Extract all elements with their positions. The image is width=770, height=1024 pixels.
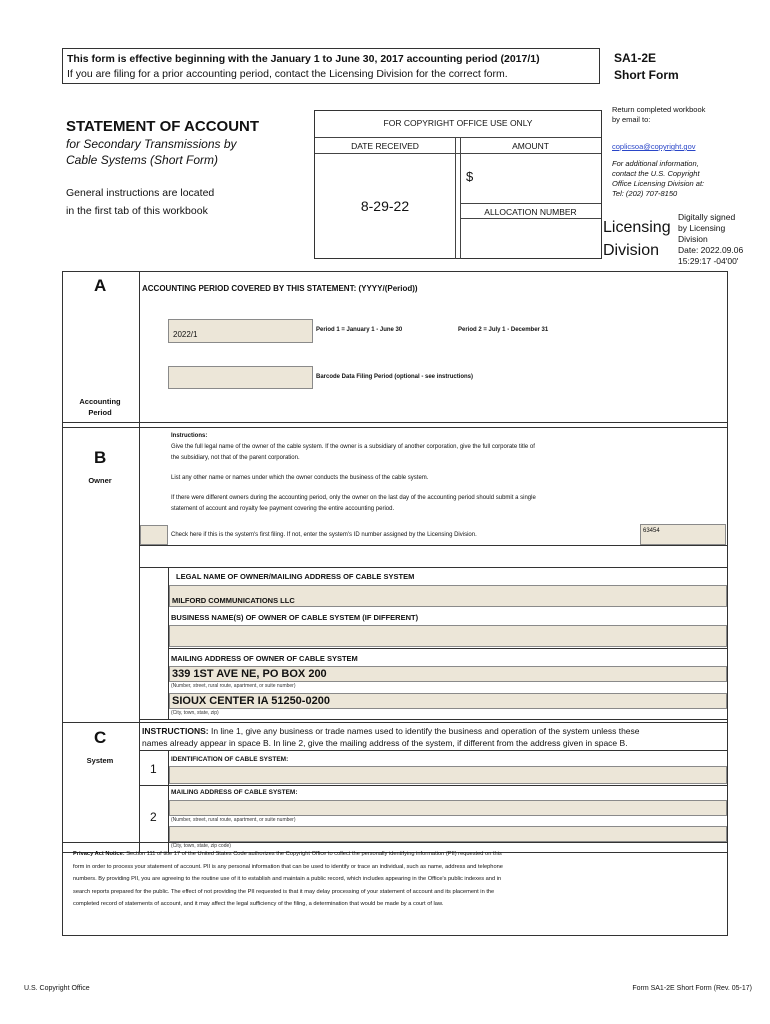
barcode-period-label: Barcode Data Filing Period (optional - see instructions) [316,374,474,380]
legal-name-heading: LEGAL NAME OF OWNER/MAILING ADDRESS OF CABLE SYSTEM [176,572,415,581]
section-c-label: System [86,756,114,765]
office-use-box [314,110,602,259]
business-name-field[interactable] [169,625,727,647]
accounting-period-heading: ACCOUNTING PERIOD COVERED BY THIS STATEMENT: (YYYY/(Period)) [142,284,418,293]
street-hint: (Number, street, rural route, apartment, or suite number) [171,683,296,689]
info-line3: Office Licensing Division at: [612,179,705,188]
line-1-number: 1 [150,762,157,776]
footer-right: Form SA1-2E Short Form (Rev. 05-17) [632,985,752,992]
return-info [612,105,762,199]
general-instructions-2: in the first tab of this workbook [66,205,208,217]
section-b-letter: B [94,448,107,467]
owner-city-value: SIOUX CENTER IA 51250-0200 [172,695,330,707]
date-received-value: 8-29-22 [360,198,410,214]
section-a-letter: A [94,276,107,295]
system-street-hint: (Number, street, rural route, apartment, or suite number) [171,817,296,823]
section-a-label-1: Accounting [79,397,121,406]
signature-name-2: Division [603,242,660,259]
first-filing-checkbox[interactable] [140,525,168,545]
period-1-note: Period 1 = January 1 - June 30 [316,327,403,333]
notice-line2: If you are filing for a prior accounting period, contact the Licensing Division for the correct form. [67,68,508,80]
business-name-heading: BUSINESS NAME(S) OF OWNER OF CABLE SYSTEM (IF DIFFERENT) [171,613,419,622]
signature-name-1: Licensing [603,219,671,236]
period-2-note: Period 2 = July 1 - December 31 [458,327,549,333]
title-sub2: Cable Systems (Short Form) [66,153,219,167]
barcode-period-input[interactable] [168,366,313,389]
system-city-hint: (City, town, state, zip code) [171,843,231,849]
system-mailing-heading: MAILING ADDRESS OF CABLE SYSTEM: [171,789,298,796]
info-line2: contact the U.S. Copyright [612,169,700,178]
owner-city-field[interactable] [169,693,727,709]
page-title: STATEMENT OF ACCOUNT [66,118,260,135]
system-instructions: INSTRUCTIONS: In line 1, give any business or trade names used to identify the business and operation of the system unless these names already appear in space B. In line 2, give the mailing address of the system, if different from the address given in space B. [142,726,640,748]
footer-left: U.S. Copyright Office [24,985,90,992]
section-c-letter: C [94,728,107,747]
identification-heading: IDENTIFICATION OF CABLE SYSTEM: [171,756,289,763]
form-name: Short Form [614,68,679,82]
return-line2: by email to: [612,115,651,124]
accounting-period-value: 2022/1 [173,330,198,339]
system-id-value: 63454 [643,528,660,534]
privacy-lead: Privacy Act Notice: [73,851,125,857]
digital-signature [603,212,763,274]
privacy-notice: Privacy Act Notice: Section 111 of title 17 of the United States Code authorizes the Copyright Office to collect the personally identifying information (PII) requested on this form in order to process your statement of account. PII is any personal information that can be used to identify or trace an individual, such as name, address and telephone numbers. By providing PII, you are agreeing to the routine use of it to establish and maintain a public record, which includes appearing in the Office's public indexes and in search reports prepared for the public. The effect of not providing the PII requested is that it may delay processing of your statement of account and its placement in the completed record of statements of account, and it may affect the legal sufficiency of the filing, a determination that would be made by a court of law. [62,842,728,936]
system-street-field[interactable] [169,800,727,816]
mailing-address-heading: MAILING ADDRESS OF OWNER OF CABLE SYSTEM [171,654,358,663]
first-filing-label: Check here if this is the system's first filing. If not, enter the system's ID number assigned by the Licensing Division. [171,532,477,538]
system-city-field[interactable] [169,826,727,842]
notice-line1: This form is effective beginning with the January 1 to June 30, 2017 accounting period (2017/1) [67,53,540,65]
system-identification-field[interactable] [169,766,727,784]
accounting-period-input[interactable] [168,319,313,343]
owner-street-value: 339 1ST AVE NE, PO BOX 200 [172,668,327,680]
amount-label: AMOUNT [512,141,549,151]
title-sub1: for Secondary Transmissions by [66,137,237,151]
date-received-label: DATE RECEIVED [351,141,419,151]
owner-name-value: MILFORD COMMUNICATIONS LLC [172,596,295,605]
return-email-link[interactable]: coplicsoa@copyright.gov [612,142,696,151]
owner-name-field[interactable] [169,585,727,607]
info-line1: For additional information, [612,159,699,168]
owner-street-field[interactable] [169,666,727,682]
owner-instructions-title: Instructions: [171,433,208,439]
return-line1: Return completed workbook [612,105,706,114]
form-code: SA1-2E [614,51,657,65]
system-id-input[interactable] [640,524,726,545]
signature-details: Digitally signed by Licensing Division Date: 2022.09.06 15:29:17 -04'00' [678,212,744,266]
effective-notice [62,48,600,84]
info-line4: Tel: (202) 707-8150 [612,189,678,198]
section-a-label-2: Period [88,408,112,417]
allocation-number-label: ALLOCATION NUMBER [484,207,577,217]
amount-dollar-sign: $ [466,169,474,184]
general-instructions-1: General instructions are located [66,187,215,199]
section-b-label: Owner [88,476,112,485]
city-hint: (City, town, state, zip) [171,710,219,716]
owner-instructions: Instructions: Give the full legal name of the owner of the cable system. If the owner is a subsidiary of another corporation, give the full corporate title of the subsidiary, not that of the parent corporation. List any other name or names under which the owner conducts the business of the cable system. If there were different owners during the accounting period, only the owner on the last day of the accounting period should submit a single statement of account and royalty fee payment covering the entire accounting period. [171,431,711,515]
line-2-number: 2 [150,810,157,824]
office-use-header: FOR COPYRIGHT OFFICE USE ONLY [383,118,533,128]
